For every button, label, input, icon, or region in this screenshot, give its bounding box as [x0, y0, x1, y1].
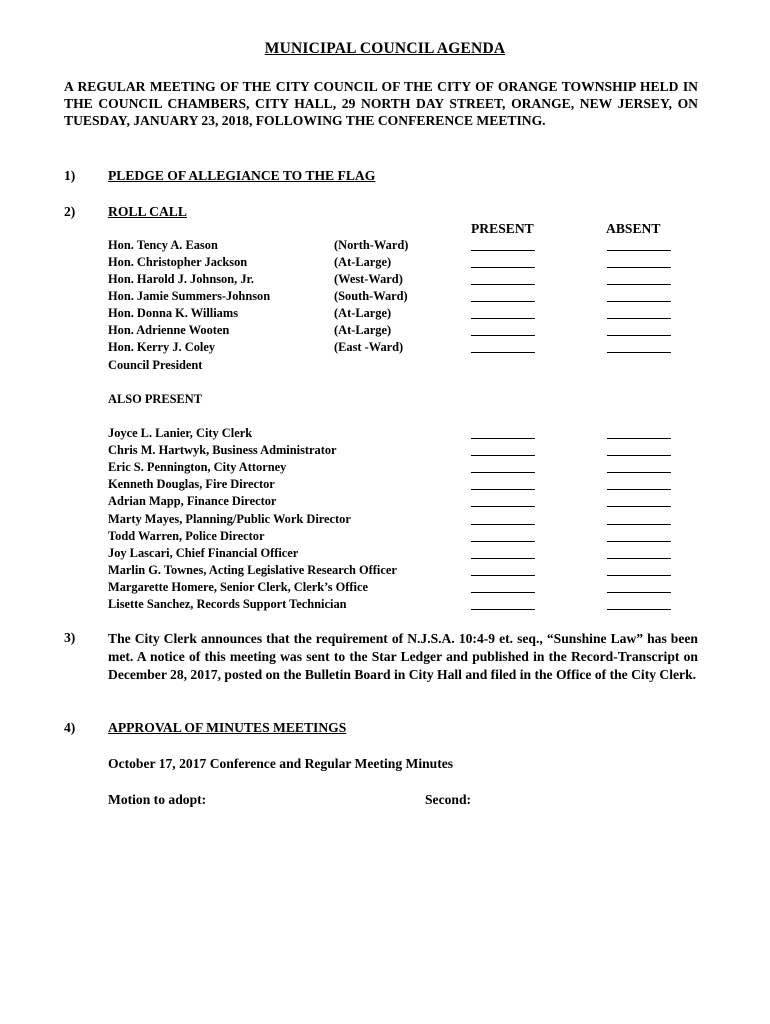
staff-name: Margarette Homere, Senior Clerk, Clerk’s Office — [108, 579, 368, 594]
absent-blank[interactable] — [607, 250, 671, 251]
staff-name: Eric S. Pennington, City Attorney — [108, 460, 287, 475]
staff-row — [108, 460, 688, 477]
present-blank[interactable] — [471, 506, 535, 507]
present-blank[interactable] — [471, 455, 535, 456]
absent-column-header: ABSENT — [606, 221, 661, 236]
staff-row — [108, 512, 688, 529]
absent-blank[interactable] — [607, 352, 671, 353]
staff-row — [108, 597, 688, 614]
second-label: Second: — [425, 792, 472, 807]
absent-blank[interactable] — [607, 506, 671, 507]
motion-to-adopt-label: Motion to adopt: — [108, 792, 207, 807]
present-blank[interactable] — [471, 558, 535, 559]
present-blank[interactable] — [471, 489, 535, 490]
council-member-name: Hon. Donna K. Williams — [108, 306, 239, 320]
council-member-row — [108, 255, 688, 272]
staff-row — [108, 563, 688, 580]
council-member-name: Hon. Christopher Jackson — [108, 255, 248, 269]
staff-row — [108, 494, 688, 511]
present-blank[interactable] — [471, 541, 535, 542]
present-blank[interactable] — [471, 301, 535, 302]
council-member-row — [108, 238, 688, 255]
item-number-1: 1) — [64, 168, 76, 183]
present-blank[interactable] — [471, 438, 535, 439]
absent-blank[interactable] — [607, 609, 671, 610]
staff-name: Adrian Mapp, Finance Director — [108, 494, 277, 509]
item-number-3: 3) — [64, 630, 76, 645]
absent-blank[interactable] — [607, 558, 671, 559]
staff-name: Chris M. Hartwyk, Business Administrator — [108, 443, 337, 458]
present-blank[interactable] — [471, 267, 535, 268]
present-blank[interactable] — [471, 472, 535, 473]
council-member-ward: (East -Ward) — [334, 340, 404, 354]
council-member-row — [108, 323, 688, 340]
absent-blank[interactable] — [607, 592, 671, 593]
staff-row — [108, 477, 688, 494]
item-heading-roll-call: ROLL CALL — [108, 204, 187, 219]
present-blank[interactable] — [471, 335, 535, 336]
absent-blank[interactable] — [607, 575, 671, 576]
absent-blank[interactable] — [607, 524, 671, 525]
item-heading-pledge: PLEDGE OF ALLEGIANCE TO THE FLAG — [108, 168, 376, 183]
absent-blank[interactable] — [607, 284, 671, 285]
council-member-name: Hon. Tency A. Eason — [108, 238, 218, 252]
also-present-label: ALSO PRESENT — [108, 392, 202, 406]
staff-name: Kenneth Douglas, Fire Director — [108, 477, 275, 492]
staff-name: Lisette Sanchez, Records Support Technician — [108, 597, 347, 611]
present-column-header: PRESENT — [471, 221, 534, 236]
present-blank[interactable] — [471, 592, 535, 593]
council-member-name: Hon. Kerry J. Coley — [108, 340, 216, 354]
council-member-name: Hon. Jamie Summers-Johnson — [108, 289, 271, 303]
council-member-ward: (At-Large) — [334, 306, 392, 320]
council-member-ward: (At-Large) — [334, 255, 392, 269]
staff-row — [108, 529, 688, 546]
staff-name: Todd Warren, Police Director — [108, 528, 265, 543]
staff-row — [108, 580, 688, 597]
present-blank[interactable] — [471, 318, 535, 319]
staff-row — [108, 443, 688, 460]
item-heading-minutes: APPROVAL OF MINUTES MEETINGS — [108, 720, 347, 735]
absent-blank[interactable] — [607, 438, 671, 439]
absent-blank[interactable] — [607, 541, 671, 542]
council-member-ward: (South-Ward) — [334, 289, 408, 303]
present-blank[interactable] — [471, 352, 535, 353]
staff-name: Joy Lascari, Chief Financial Officer — [108, 545, 299, 560]
absent-blank[interactable] — [607, 335, 671, 336]
absent-blank[interactable] — [607, 267, 671, 268]
staff-row — [108, 546, 688, 563]
council-member-row — [108, 306, 688, 323]
present-blank[interactable] — [471, 284, 535, 285]
council-member-name: Hon. Harold J. Johnson, Jr. — [108, 272, 254, 286]
page-title: MUNICIPAL COUNCIL AGENDA — [264, 40, 506, 57]
staff-row — [108, 426, 688, 443]
council-member-row — [108, 289, 688, 306]
item-number-4: 4) — [64, 720, 76, 735]
item-number-2: 2) — [64, 204, 76, 219]
present-blank[interactable] — [471, 609, 535, 610]
absent-blank[interactable] — [607, 489, 671, 490]
meeting-intro: A REGULAR MEETING OF THE CITY COUNCIL OF THE CITY OF ORANGE TOWNSHIP HELD IN THE COUNCIL CHAMBERS, CITY HALL, 29 NORTH DAY STREET, ORANGE, NEW JERSEY, ON TUESDAY, JANUARY 23, 2018, FOLLOWING THE CONFERENCE MEETING. — [64, 79, 698, 128]
staff-name: Marty Mayes, Planning/Public Work Director — [108, 511, 351, 526]
staff-name: Marlin G. Townes, Acting Legislative Research Officer — [108, 562, 397, 577]
council-member-ward: (North-Ward) — [334, 238, 409, 252]
council-member-row — [108, 340, 688, 357]
council-member-ward: (At-Large) — [334, 323, 392, 337]
staff-name: Joyce L. Lanier, City Clerk — [108, 426, 253, 440]
sunshine-law-notice: The City Clerk announces that the requirement of N.J.S.A. 10:4-9 et. seq., “Sunshine Law” has been met. A notice of this meeting was sent to the Star Ledger and published in the Record-Transcript on December 28, 2017, posted on the Bulletin Board in City Hall and filed in the Office of the City Clerk. — [108, 631, 698, 682]
absent-blank[interactable] — [607, 301, 671, 302]
minutes-item: October 17, 2017 Conference and Regular Meeting Minutes — [108, 756, 454, 771]
council-member-row — [108, 272, 688, 289]
council-member-ward: (West-Ward) — [334, 272, 403, 286]
absent-blank[interactable] — [607, 318, 671, 319]
absent-blank[interactable] — [607, 455, 671, 456]
present-blank[interactable] — [471, 524, 535, 525]
council-president-label: Council President — [108, 358, 203, 372]
present-blank[interactable] — [471, 250, 535, 251]
council-member-name: Hon. Adrienne Wooten — [108, 323, 230, 337]
present-blank[interactable] — [471, 575, 535, 576]
absent-blank[interactable] — [607, 472, 671, 473]
